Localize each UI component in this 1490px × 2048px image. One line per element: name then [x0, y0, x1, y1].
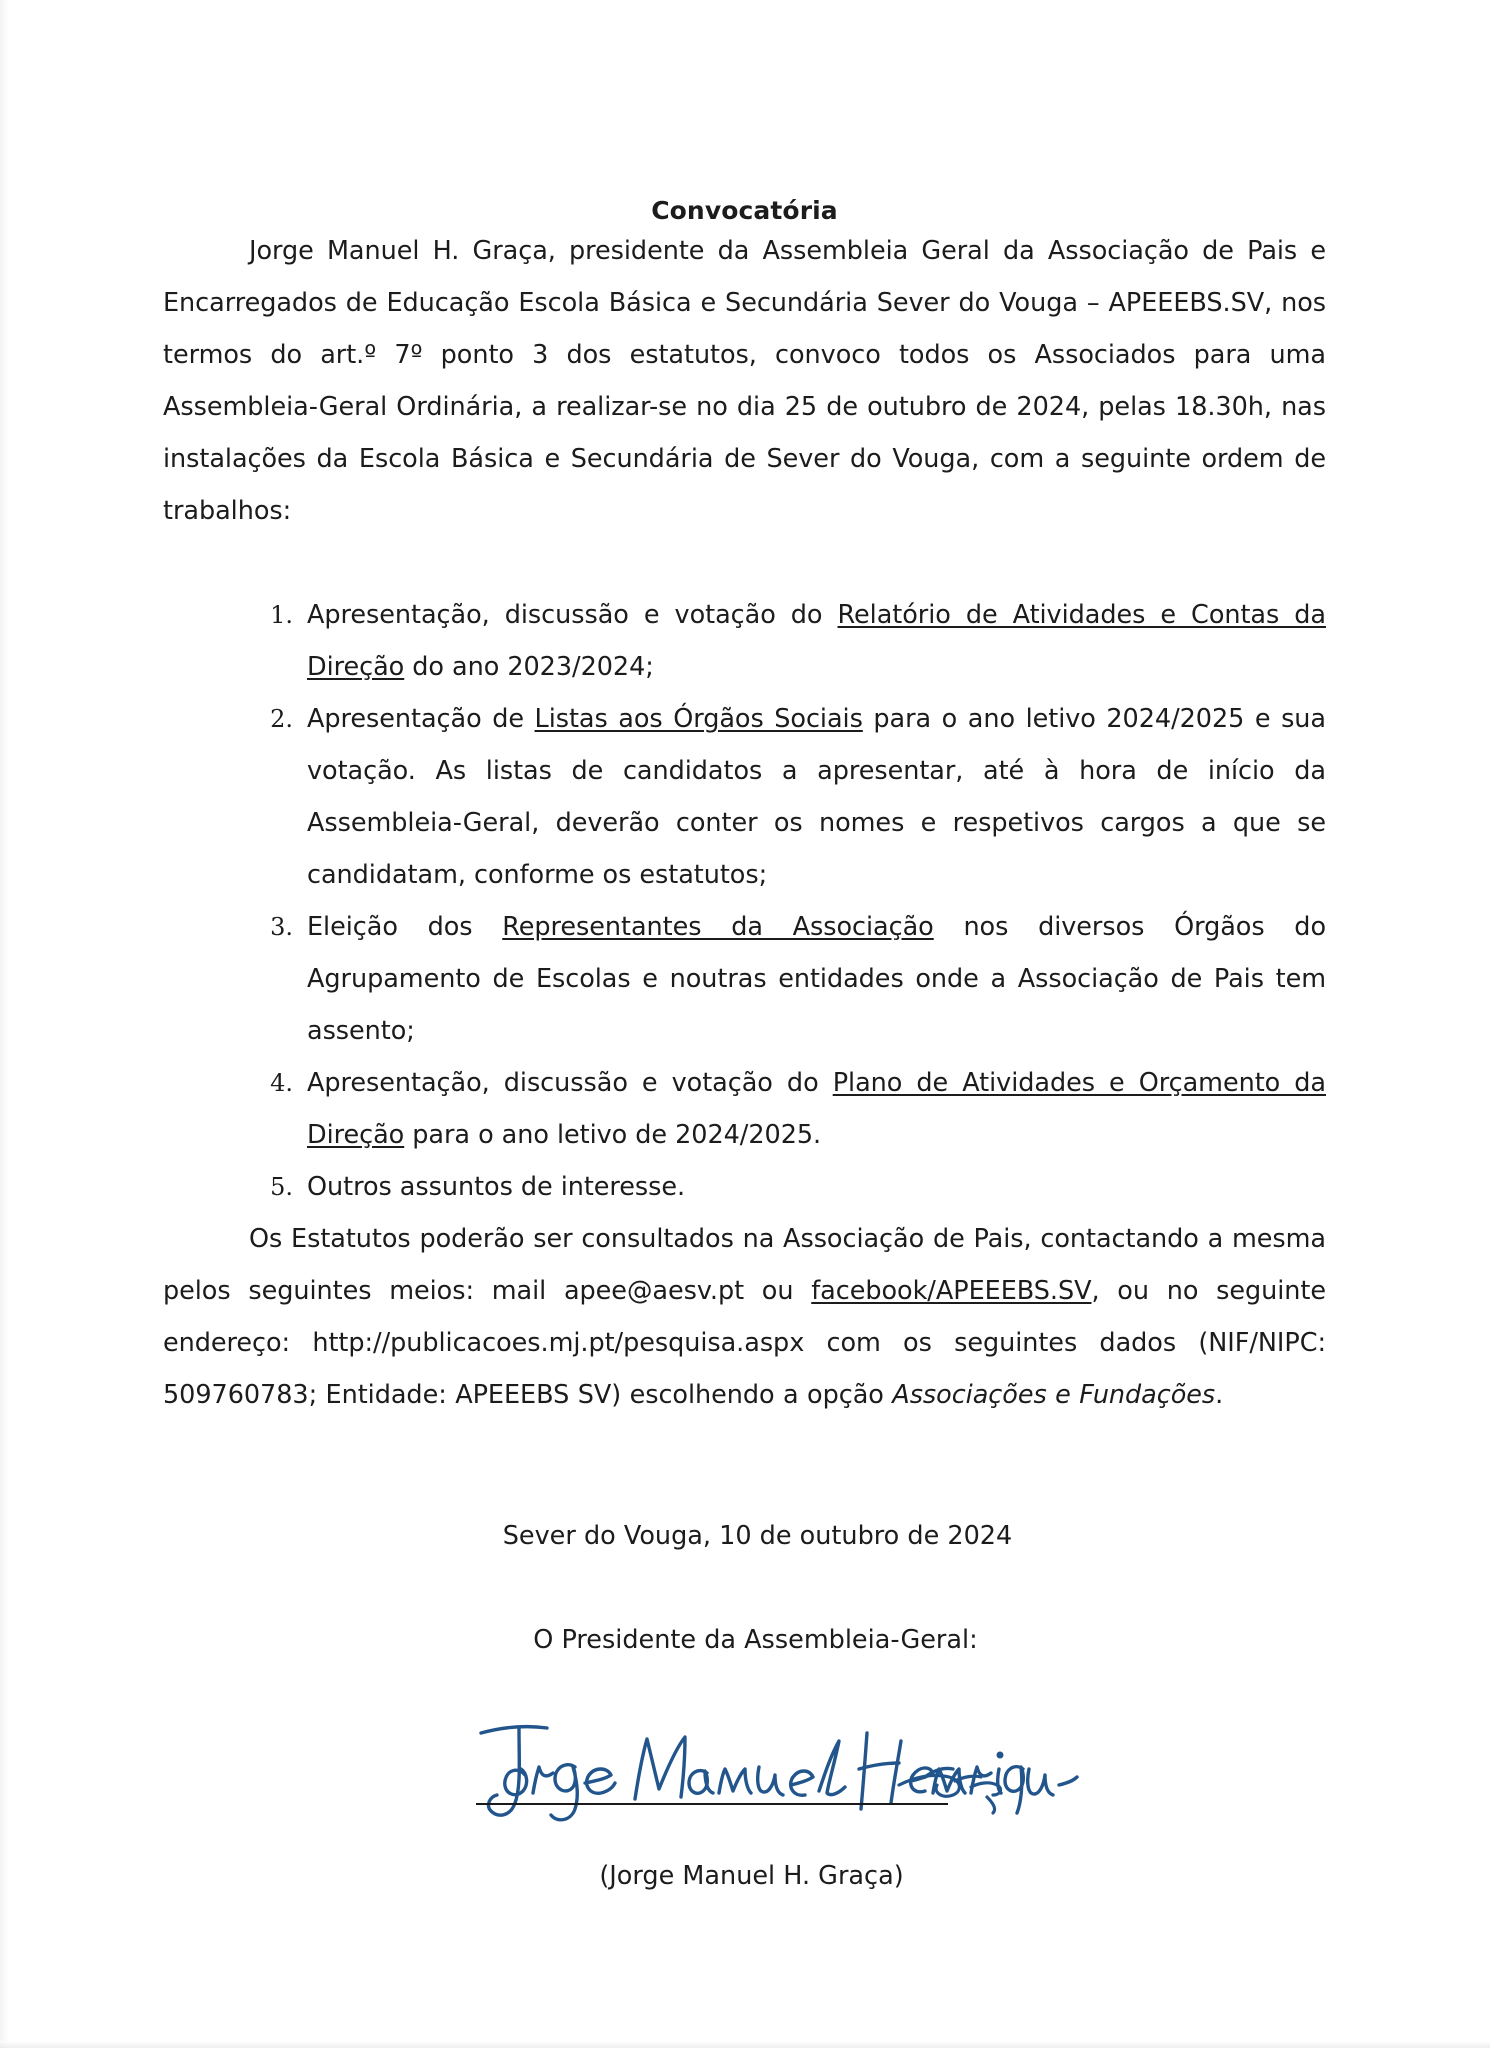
agenda-item-3-underlined: Representantes da Associação [502, 912, 934, 942]
agenda-item-4-underlined: Plano de Atividades e Orçamento da Direção [307, 1068, 1326, 1150]
agenda-item-3-post: nos diversos Órgãos do Agrupamento de Escolas e noutras entidades onde a Associação de Pais tem assento; [307, 912, 1326, 1046]
agenda-item-2-pre: Apresentação de [307, 704, 535, 734]
signature-line [476, 1803, 948, 1805]
agenda-item-1-post: do ano 2023/2024; [404, 652, 654, 682]
statutes-option-italic: Associações e Fundações [892, 1380, 1216, 1410]
closing-block [163, 1521, 1326, 1891]
scan-edge-bottom [0, 2041, 1490, 2048]
statutes-part-1: Os Estatutos poderão ser consultados na Associação de Pais, contactando a mesma pelos seguintes meios: mail apee@aesv.pt ou [163, 1224, 1326, 1306]
scan-edge-left [0, 0, 9, 2048]
statutes-paragraph [163, 1213, 1326, 1421]
agenda-item-2-post: para o ano letivo 2024/2025 e sua votação. As listas de candidatos a apresentar, até à hora de início da Assembleia-Geral, deverão conter os nomes e respetivos cargos a que se candidatam, conforme os estatutos; [307, 704, 1326, 890]
agenda-item-3-pre: Eleição dos [307, 912, 503, 942]
president-label: O Presidente da Assembleia-Geral: [533, 1625, 978, 1655]
agenda-item-2-underlined: Listas aos Órgãos Sociais [534, 704, 863, 734]
document-content [163, 0, 1326, 1891]
agenda-item-5 [253, 1161, 1326, 1213]
agenda-item-4-pre: Apresentação, discussão e votação do [307, 1068, 833, 1098]
statutes-part-2: , ou no seguinte endereço: http://publicacoes.mj.pt/pesquisa.aspx com os seguintes dados (NIF/NIPC: 509760783; Entidade: APEEEBS SV) escolhendo a opção [163, 1276, 1326, 1410]
agenda-item-5-pre: Outros assuntos de interesse. [307, 1172, 686, 1202]
agenda-item-4-post: para o ano letivo de 2024/2025. [404, 1120, 822, 1150]
agenda-item-4 [253, 1057, 1326, 1161]
intro-paragraph: Jorge Manuel H. Graça, presidente da Assembleia Geral da Associação de Pais e Encarregados de Educação Escola Básica e Secundária Sever do Vouga – APEEEBS.SV, nos termos do art.º 7º ponto 3 dos estatutos, convoco todos os Associados para uma Assembleia-Geral Ordinária, a realizar-se no dia 25 de outubro de 2024, pelas 18.30h, nas instalações da Escola Básica e Secundária de Sever do Vouga, com a seguinte ordem de trabalhos: [163, 236, 1326, 526]
agenda-item-1 [253, 589, 1326, 693]
page-title: Convocatória [651, 196, 838, 225]
statutes-part-3: . [1215, 1380, 1224, 1410]
agenda-item-1-pre: Apresentação, discussão e votação do [307, 600, 838, 630]
agenda-list [163, 589, 1326, 1213]
agenda-item-3 [253, 901, 1326, 1057]
agenda-item-1-underlined: Relatório de Atividades e Contas da Direção [307, 600, 1326, 682]
agenda-item-2 [253, 693, 1326, 901]
signature-printed-name: (Jorge Manuel H. Graça) [599, 1861, 904, 1891]
signature-block [163, 1711, 1326, 1861]
place-and-date: Sever do Vouga, 10 de outubro de 2024 [502, 1521, 1013, 1551]
handwritten-signature-icon [463, 1711, 1083, 1841]
facebook-link[interactable]: facebook/APEEEBS.SV [811, 1276, 1092, 1306]
